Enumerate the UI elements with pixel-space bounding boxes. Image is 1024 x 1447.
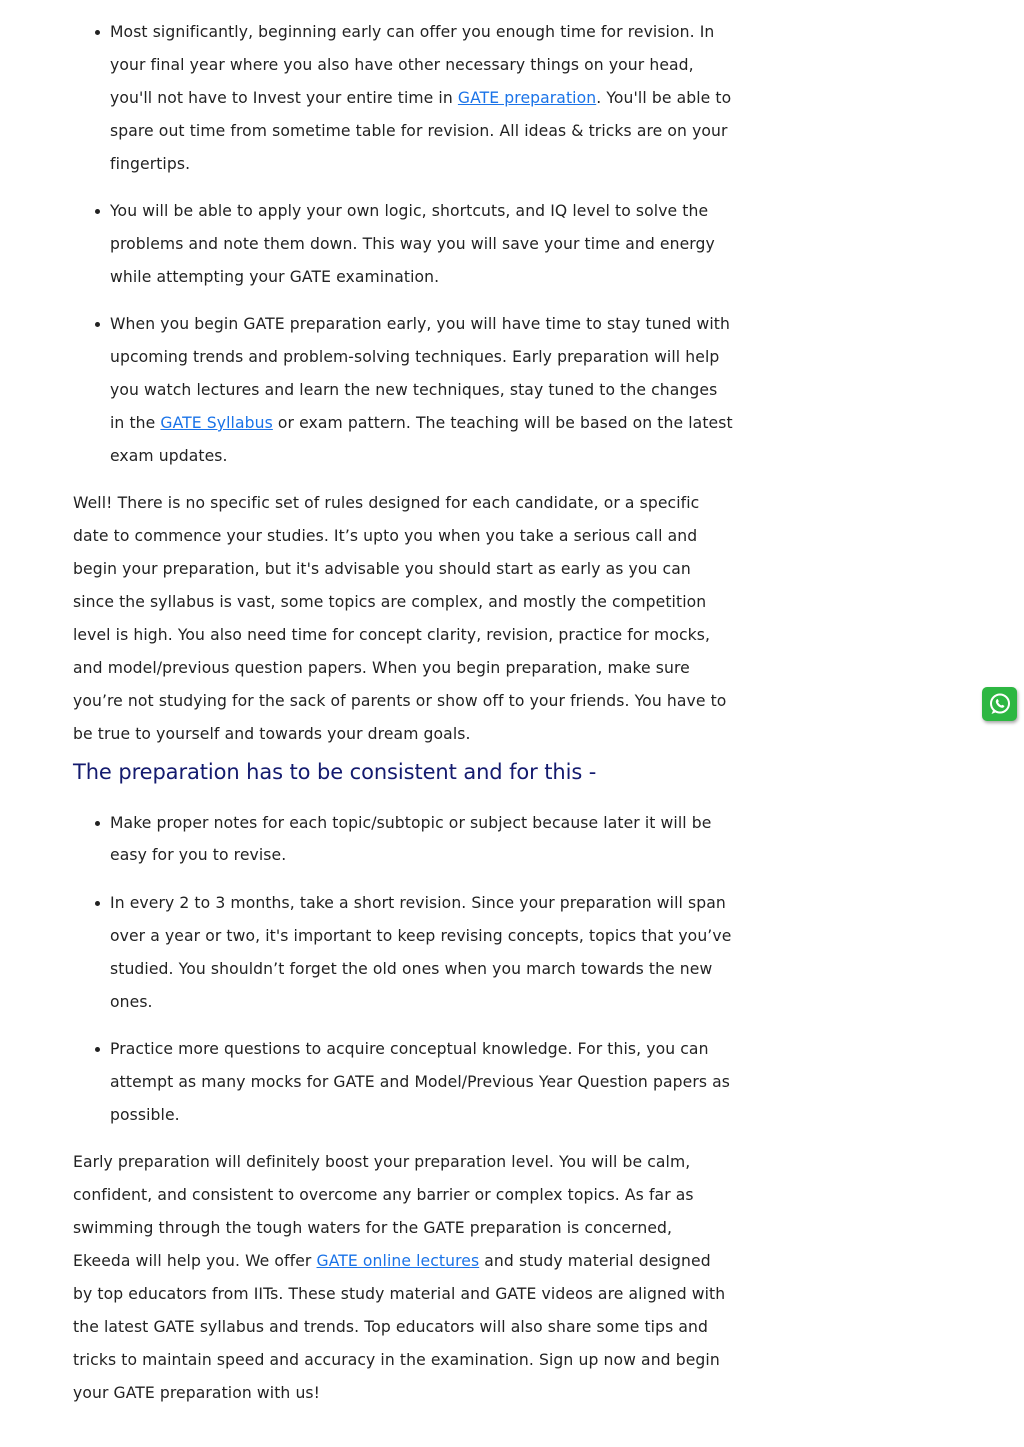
paragraph-text: Early preparation will definitely boost your preparation level. You will be calm, confident, and consistent to overcome any barrier or complex topics. As far as swimming through the tough waters for the GATE preparation is concerned, Ekeeda will help you. We offer	[73, 1153, 694, 1270]
list-item	[110, 16, 733, 181]
list-item	[110, 308, 733, 473]
list-item: In every 2 to 3 months, take a short revision. Since your preparation will span over a year or two, it's important to keep revising concepts, topics that you’ve studied. You shouldn’t forget the old ones when you march towards the new ones.	[110, 887, 733, 1019]
paragraph-text: and study material designed by top educators from IITs. These study material and GATE videos are aligned with the latest GATE syllabus and trends. Top educators will also share some tips and tricks to maintain speed and accuracy in the examination. Sign up now and begin your GATE preparation with us!	[73, 1251, 726, 1402]
list-item-text: . You'll be able to spare out time from sometime table for revision. All ideas & tricks are on your fingertips.	[110, 88, 732, 173]
list-item-text: or exam pattern. The teaching will be based on the latest exam updates.	[110, 413, 733, 465]
section-heading: The preparation has to be consistent and for this -	[73, 759, 597, 784]
list-item-text: When you begin GATE preparation early, you will have time to stay tuned with upcoming trends and problem-solving techniques. Early preparation will help you watch lectures and learn the new techniques, stay tuned to the changes in the	[110, 315, 730, 432]
whatsapp-icon	[987, 691, 1013, 717]
list-item: Practice more questions to acquire conceptual knowledge. For this, you can attempt as many mocks for GATE and Model/Previous Year Question papers as possible.	[110, 1033, 733, 1132]
list-item	[110, 195, 733, 294]
list-item-text: Most significantly, beginning early can offer you enough time for revision. In your final year where you also have other necessary things on your head, you'll not have to Invest your entire time in	[110, 23, 715, 107]
list-item: Make proper notes for each topic/subtopic or subject because later it will be easy for you to revise.	[110, 807, 733, 873]
rules-paragraph: Well! There is no specific set of rules designed for each candidate, or a specific date to commence your studies. It’s upto you when you take a serious call and begin your preparation, but it's advisable you should start as early as you can since the syllabus is vast, some topics are complex, and mostly the competition level is high. You also need time for concept clarity, revision, practice for mocks, and model/previous question papers. When you begin preparation, make sure you’re not studying for the sack of parents or show off to your friends. You have to be true to yourself and towards your dream goals.	[73, 494, 727, 743]
article-body	[73, 16, 733, 1409]
closing-paragraph	[73, 1146, 733, 1409]
whatsapp-button[interactable]	[982, 687, 1017, 721]
gate-syllabus-link[interactable]: GATE Syllabus	[160, 413, 273, 432]
consistency-bullet-list	[73, 807, 733, 1132]
list-item-text: You will be able to apply your own logic, shortcuts, and IQ level to solve the problems and note them down. This way you will save your time and energy while attempting your GATE examination.	[110, 202, 715, 286]
gate-online-lectures-link[interactable]: GATE online lectures	[316, 1251, 480, 1270]
intro-bullet-list	[73, 16, 733, 473]
gate-preparation-link[interactable]: GATE preparation	[457, 88, 597, 107]
